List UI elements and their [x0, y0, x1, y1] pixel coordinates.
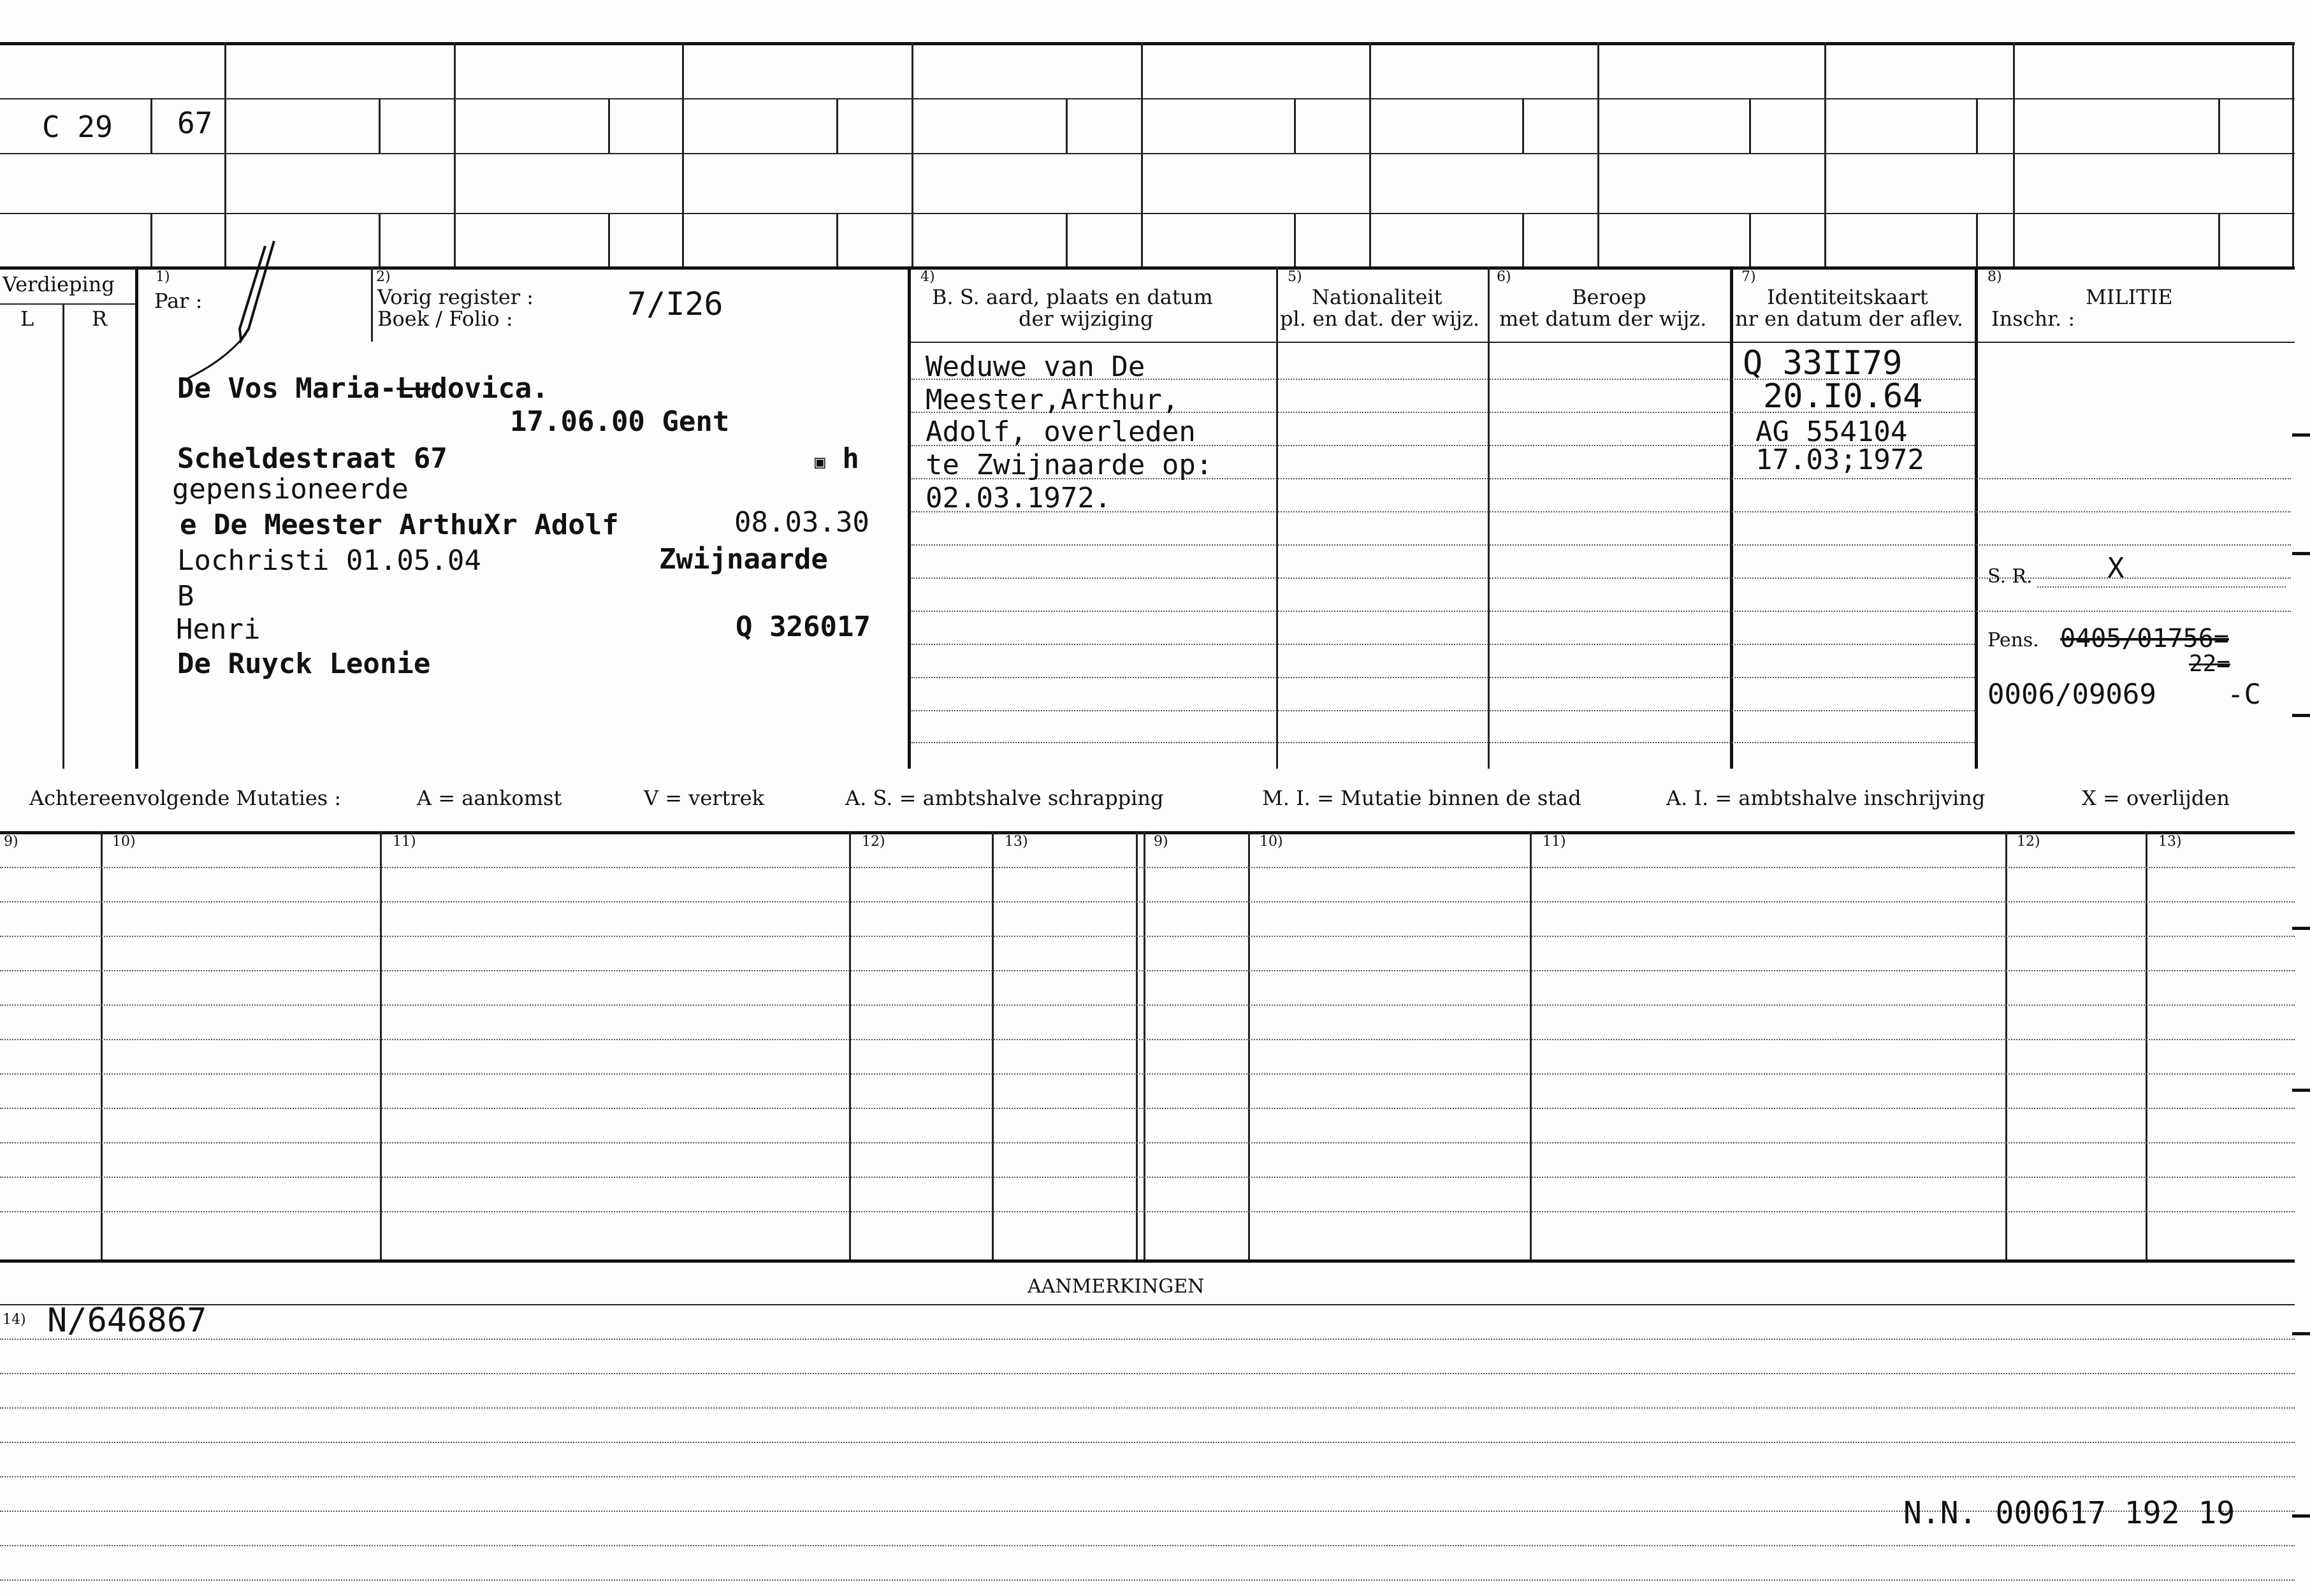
- mutation-col-number: 10): [1260, 834, 1283, 850]
- dotted-line: [0, 1338, 2295, 1340]
- legend-aankomst: A = aankomst: [417, 786, 562, 810]
- code-value: C 29: [42, 110, 113, 144]
- legend-overlijden: X = overlijden: [2082, 786, 2230, 810]
- grid-vline: [836, 213, 838, 266]
- edge-tick: [2292, 1332, 2310, 1335]
- marriage-place: Zwijnaarde: [659, 543, 828, 576]
- bs-change-line: Weduwe van De: [926, 351, 1145, 383]
- code-b: B: [177, 580, 194, 613]
- mutation-col-number: 11): [1543, 834, 1566, 850]
- col-divider: [1730, 266, 1733, 769]
- grid-line: [0, 98, 2295, 99]
- grid-vline: [150, 213, 152, 266]
- grid-vline: [1976, 213, 1978, 266]
- nn-number: N.N. 000617 192 19: [1903, 1495, 2235, 1531]
- col-divider: [135, 266, 138, 769]
- dotted-line: [912, 742, 1975, 743]
- register-value: 7/I26: [627, 286, 723, 323]
- field-number: 1): [156, 269, 170, 285]
- sr-value: X: [2107, 552, 2125, 584]
- nationaliteit-header: Nationaliteit: [1312, 285, 1442, 309]
- col-r-label: R: [92, 307, 108, 331]
- field-number: 8): [1987, 269, 2002, 285]
- bs-header: B. S. aard, plaats en datum: [932, 285, 1213, 309]
- edge-tick: [2292, 552, 2310, 555]
- grid-line: [0, 213, 2295, 214]
- grid-vline: [608, 213, 610, 266]
- top-border: [0, 42, 2295, 45]
- grid-vline: [836, 98, 838, 153]
- dotted-line: [912, 577, 2291, 579]
- grid-vline: [2218, 98, 2220, 153]
- spouse-name: e De Meester ArthuXr Adolf: [180, 509, 619, 541]
- grid-vline: [1369, 42, 1371, 266]
- dotted-line: [0, 1442, 2295, 1443]
- dotted-line: [912, 511, 2291, 512]
- dotted-line: [0, 1407, 2295, 1409]
- inschr-label: Inschr. :: [1991, 307, 2075, 331]
- pens-old-suffix: 22=: [2189, 651, 2231, 677]
- grid-vline: [150, 98, 152, 153]
- header-border: [0, 266, 2295, 270]
- grid-vline: [454, 42, 456, 266]
- mutation-col: [1248, 831, 1250, 1259]
- col-divider: [1975, 266, 1978, 769]
- legend-inschrijving: A. I. = ambtshalve inschrijving: [1666, 786, 1986, 810]
- beroep-header: Beroep: [1572, 285, 1646, 309]
- edge-tick: [2292, 433, 2310, 437]
- dotted-line: [0, 970, 2295, 971]
- bs-change-line: te Zwijnaarde op:: [926, 449, 1213, 481]
- grid-vline: [912, 42, 913, 266]
- grid-vline: [379, 213, 381, 266]
- bs-change-line: Meester,Arthur,: [926, 384, 1179, 416]
- bs-change-line: 02.03.1972.: [926, 482, 1112, 514]
- grid-line: [0, 153, 2295, 154]
- dotted-line: [0, 1108, 2295, 1109]
- grid-vline: [2292, 42, 2294, 266]
- grid-vline: [1824, 42, 1826, 266]
- dotted-line: [0, 1373, 2295, 1374]
- dotted-line: [0, 1005, 2295, 1006]
- mutation-col-number: 11): [393, 834, 416, 850]
- grid-vline: [1522, 213, 1524, 266]
- edge-tick: [2292, 714, 2310, 717]
- dotted-line: [0, 1142, 2295, 1143]
- dotted-line: [912, 611, 2291, 612]
- mutation-col-number: 9): [4, 834, 18, 850]
- spouse-birth: Lochristi 01.05.04: [177, 544, 481, 577]
- bs-change-line: Adolf, overleden: [926, 416, 1196, 448]
- child-id: Q 326017: [736, 611, 871, 643]
- dotted-line: [912, 644, 1975, 645]
- grid-vline: [1141, 42, 1143, 266]
- dotted-line: [0, 1476, 2295, 1477]
- grid-vline: [1597, 42, 1599, 266]
- grid-vline: [1294, 213, 1296, 266]
- legend-mutatie: M. I. = Mutatie binnen de stad: [1262, 786, 1581, 810]
- col-divider: [62, 303, 64, 769]
- child-name: Henri: [176, 613, 261, 646]
- grid-vline: [2218, 213, 2220, 266]
- house-number: 67: [177, 106, 213, 140]
- dotted-line: [0, 1039, 2295, 1040]
- pens-suffix: -C: [2227, 678, 2261, 711]
- edge-tick: [2292, 1089, 2310, 1092]
- id-card-date: 20.I0.64: [1763, 377, 1923, 416]
- grid-vline: [682, 42, 684, 266]
- grid-vline: [1066, 98, 1068, 153]
- pen-stroke-mark: [185, 240, 287, 393]
- pens-old-number: 0405/01756=: [2060, 624, 2229, 653]
- grid-vline: [2013, 42, 2015, 266]
- vorig-register-label: Vorig register :: [377, 285, 534, 309]
- col-divider: [1276, 266, 1278, 769]
- verdieping-label: Verdieping: [3, 272, 115, 296]
- dotted-line: [912, 544, 2291, 546]
- mutation-col: [380, 831, 382, 1259]
- mutation-col: [1136, 831, 1138, 1259]
- beroep-sub: met datum der wijz.: [1499, 307, 1707, 331]
- col-divider: [908, 266, 911, 769]
- mutations-top-line: [0, 831, 2295, 834]
- dotted-line: [0, 1545, 2295, 1546]
- dotted-line: [0, 901, 2295, 903]
- mutation-col: [2146, 831, 2147, 1259]
- par-label: Par :: [154, 289, 203, 313]
- mutation-col-number: 13): [2158, 834, 2182, 850]
- grid-vline: [608, 98, 610, 153]
- field-number: 4): [920, 269, 935, 285]
- mutation-col: [1530, 831, 1532, 1259]
- birth-date-place: 17.06.00 Gent: [510, 405, 730, 438]
- dotted-line: [0, 1211, 2295, 1212]
- mutations-bottom-line: [0, 1259, 2295, 1263]
- bs-header-sub: der wijziging: [1019, 307, 1154, 331]
- col-divider: [371, 266, 373, 342]
- dotted-line: [912, 677, 1975, 678]
- mutation-col: [101, 831, 103, 1259]
- dotted-line: [0, 1073, 2295, 1075]
- remarks-value: N/646867: [47, 1302, 207, 1340]
- marital-mark: ▣ h: [815, 442, 859, 475]
- mutation-col-number: 9): [1154, 834, 1168, 850]
- edge-tick: [2292, 1514, 2310, 1518]
- mutation-col-number: 12): [862, 834, 885, 850]
- dotted-line: [0, 867, 2295, 868]
- mutation-col-number: 13): [1005, 834, 1028, 850]
- header-bottom-line: [908, 342, 2295, 343]
- mutation-col: [849, 831, 851, 1259]
- mutation-col: [2005, 831, 2007, 1259]
- grid-vline: [1066, 213, 1068, 266]
- occupation: gepensioneerde: [172, 473, 409, 505]
- id-header: Identiteitskaart: [1767, 285, 1928, 309]
- person-name: De Vos Maria-Ludovica.: [177, 372, 549, 405]
- remarks-header-line: [0, 1304, 2295, 1305]
- legend-title: Achtereenvolgende Mutaties :: [29, 786, 342, 810]
- dotted-line: [0, 936, 2295, 937]
- pens-label: Pens.: [1987, 629, 2039, 651]
- pens-number: 0006/09069: [1987, 678, 2156, 711]
- boek-folio-label: Boek / Folio :: [377, 307, 513, 331]
- grid-vline: [1294, 98, 1296, 153]
- verdieping-sub-line: [0, 303, 136, 305]
- dotted-line: [0, 1579, 2295, 1581]
- legend-schrapping: A. S. = ambtshalve schrapping: [845, 786, 1164, 810]
- marriage-date: 08.03.30: [734, 506, 869, 539]
- nationaliteit-sub: pl. en dat. der wijz.: [1280, 307, 1480, 331]
- mutation-col-number: 10): [112, 834, 136, 850]
- grid-vline: [1976, 98, 1978, 153]
- sr-label: S. R.: [1987, 565, 2033, 588]
- militie-header: MILITIE: [2086, 285, 2173, 309]
- remarks-title: AANMERKINGEN: [1028, 1275, 1205, 1298]
- sr-dotted-line: [2037, 586, 2286, 588]
- id-card-number: Q 33II79: [1743, 344, 1903, 382]
- col-l-label: L: [20, 307, 34, 331]
- id-card-number-2: AG 554104: [1755, 416, 1908, 448]
- grid-vline: [379, 98, 381, 153]
- dotted-line: [912, 710, 1975, 711]
- street-address: Scheldestraat 67: [177, 442, 447, 475]
- col-divider: [1488, 266, 1490, 769]
- mutation-col: [992, 831, 994, 1259]
- field-number: 7): [1741, 269, 1756, 285]
- grid-vline: [1749, 98, 1751, 153]
- legend-vertrek: V = vertrek: [644, 786, 765, 810]
- edge-tick: [2292, 927, 2310, 930]
- grid-vline: [224, 42, 226, 266]
- mother-name: De Ruyck Leonie: [177, 648, 431, 680]
- id-card-date-2: 17.03;1972: [1755, 444, 1924, 476]
- field-number: 2): [376, 269, 391, 285]
- field-number: 6): [1497, 269, 1511, 285]
- mutation-col-number: 12): [2017, 834, 2040, 850]
- grid-vline: [1522, 98, 1524, 153]
- field-number: 5): [1288, 269, 1302, 285]
- id-sub: nr en datum der aflev.: [1735, 307, 1964, 331]
- field-number: 14): [3, 1312, 26, 1328]
- dotted-line: [0, 1177, 2295, 1178]
- grid-vline: [1749, 213, 1751, 266]
- mutation-col: [1144, 831, 1145, 1259]
